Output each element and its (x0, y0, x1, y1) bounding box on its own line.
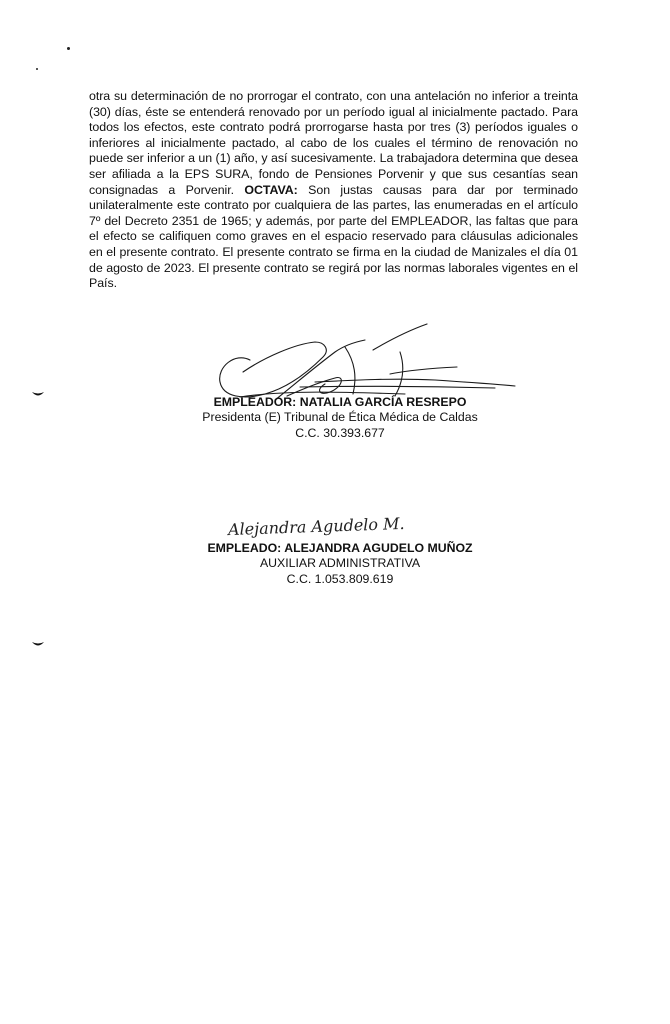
scan-speck (36, 68, 38, 70)
employee-signature-block (175, 541, 505, 587)
punch-hole-mark (31, 390, 45, 398)
punch-hole-mark (31, 640, 45, 648)
employer-id: C.C. 30.393.677 (295, 425, 385, 440)
clause-heading-octava: OCTAVA: (244, 182, 298, 197)
contract-clause-text (89, 89, 578, 292)
employee-id: C.C. 1.053.809.619 (286, 571, 394, 586)
employee-title: AUXILIAR ADMINISTRATIVA (259, 556, 421, 571)
clause-text-part-1: otra su determinación de no prorrogar el contrato, con una antelación no inferior a treinta (30) días, éste se entenderá renovado por un período igual al inicialmente pactado. Para todos los efectos, este contrato podrá prorrogarse hasta por tres (3) períodos iguales o inferiores al inicialmente pactado, al cabo de los cuales el término de renovación no puede ser inferior a un (1) año, y así sucesivamente. La trabajadora determina que desea ser afiliada a la EPS SURA, fondo de Pensiones Porvenir y que sus cesantías sean consignadas a Porvenir. (89, 89, 578, 197)
scan-speck (67, 47, 70, 50)
employer-signature-block (175, 395, 505, 441)
employer-title: Presidenta (E) Tribunal de Ética Médica de Caldas (202, 410, 478, 425)
employer-role-name: EMPLEADOR: NATALIA GARCÍA RESREPO (213, 395, 467, 409)
employee-role-name: EMPLEADO: ALEJANDRA AGUDELO MUÑOZ (207, 541, 473, 555)
clause-text-part-2: Son justas causas para dar por terminado unilateralmente este contrato por cualquiera de las partes, las enumeradas en el artículo 7º del Decreto 2351 de 1965; y además, por parte del EMPLEADOR, las faltas que para el efecto se califiquen como graves en el espacio reservado para cláusulas adicionales en el presente contrato. El presente contrato se firma en la ciudad de Manizales el día 01 de agosto de 2023. El presente contrato se regirá por las normas laborales vigentes en el País. (89, 182, 578, 291)
employee-handwritten-signature: Alejandra Agudelo M. (227, 513, 405, 540)
